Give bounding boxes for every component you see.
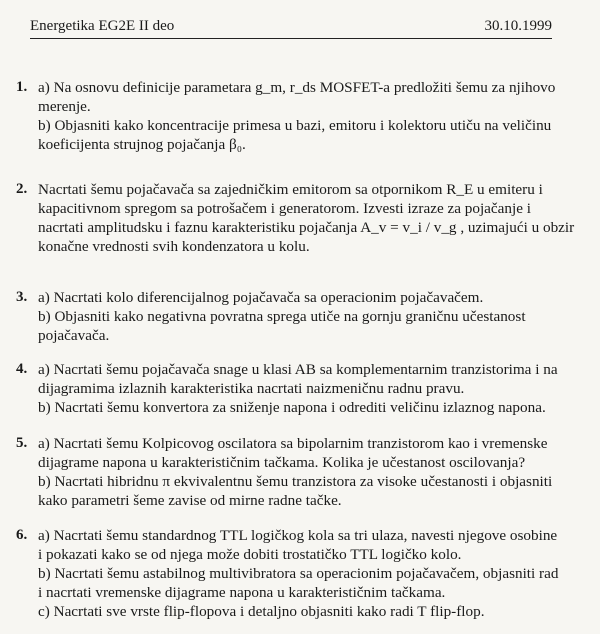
question-line: i nacrtati vremenske dijagrame napona u karakterističnim tačkama. xyxy=(38,584,446,601)
question-line: a) Nacrtati šemu pojačavača snage u klasi AB sa komplementarnim tranzistorima i na xyxy=(38,361,558,378)
question-4 xyxy=(16,360,590,420)
question-line: nacrtati amplitudsku i faznu karakteristiku pojačanja A_v = v_i / v_g , uzimajući u obzir xyxy=(38,219,575,236)
question-line: koeficijenta strujnog pojačanja β₀. xyxy=(38,136,246,153)
question-line: kapacitivnom spregom sa potrošačem i generatorom. Izvesti izraze za pojačanje i xyxy=(38,200,531,217)
subject-title: Energetika EG2E II deo xyxy=(30,18,175,34)
question-text xyxy=(38,434,590,510)
question-5 xyxy=(16,434,590,514)
question-1 xyxy=(16,78,590,158)
question-number: 4. xyxy=(16,361,28,377)
question-line: pojačavača. xyxy=(38,327,110,344)
question-line: i pokazati kako se od njega može dobiti trostatičko TTL logičko kolo. xyxy=(38,546,462,563)
question-number: 6. xyxy=(16,527,28,543)
question-number: 2. xyxy=(16,181,28,197)
exam-header xyxy=(30,18,552,39)
question-line: a) Na osnovu definicije parametara g_m, r_ds MOSFET-a predložiti šemu za njihovo xyxy=(38,79,556,96)
question-line: b) Objasniti kako koncentracije primesa u bazi, emitoru i kolektoru utiču na veličinu xyxy=(38,117,552,134)
question-line: merenje. xyxy=(38,98,91,115)
question-number: 5. xyxy=(16,435,28,451)
question-3 xyxy=(16,288,590,348)
question-line: dijagramima izlaznih karakteristika nacrtati naizmeničnu radnu pravu. xyxy=(38,380,465,397)
question-line: a) Nacrtati šemu standardnog TTL logičkog kola sa tri ulaza, navesti njegove osobine xyxy=(38,527,558,544)
question-6 xyxy=(16,526,590,626)
question-text xyxy=(38,288,590,345)
question-number: 3. xyxy=(16,289,28,305)
question-line: b) Nacrtati šemu konvertora za sniženje napona i odrediti veličinu izlaznog napona. xyxy=(38,399,546,416)
question-line: b) Objasniti kako negativna povratna sprega utiče na gornju graničnu učestanost xyxy=(38,308,526,325)
question-number: 1. xyxy=(16,79,28,95)
question-2 xyxy=(16,180,590,260)
question-line: dijagrame napona u karakterističnim tačkama. Kolika je učestanost oscilovanja? xyxy=(38,454,526,471)
question-line: Nacrtati šemu pojačavača sa zajedničkim emitorom sa otpornikom R_E u emiteru i xyxy=(38,181,543,198)
question-text xyxy=(38,180,590,256)
question-text xyxy=(38,526,590,621)
question-text xyxy=(38,360,590,417)
question-line: kako parametri šeme zavise od mirne radne tačke. xyxy=(38,492,342,509)
exam-date: 30.10.1999 xyxy=(484,18,552,34)
question-line: b) Nacrtati hibridnu π ekvivalentnu šemu tranzistora za visoke učestanosti i objasniti xyxy=(38,473,553,490)
question-line: c) Nacrtati sve vrste flip-flopova i detaljno objasniti kako radi T flip-flop. xyxy=(38,603,485,620)
question-text xyxy=(38,78,590,154)
question-line: b) Nacrtati šemu astabilnog multivibratora sa operacionim pojačavačem, objasniti rad xyxy=(38,565,559,582)
question-line: a) Nacrtati šemu Kolpicovog oscilatora sa bipolarnim tranzistorom kao i vremenske xyxy=(38,435,548,452)
question-line: a) Nacrtati kolo diferencijalnog pojačavača sa operacionim pojačavačem. xyxy=(38,289,484,306)
question-line: konačne vrednosti svih kondenzatora u kolu. xyxy=(38,238,310,255)
